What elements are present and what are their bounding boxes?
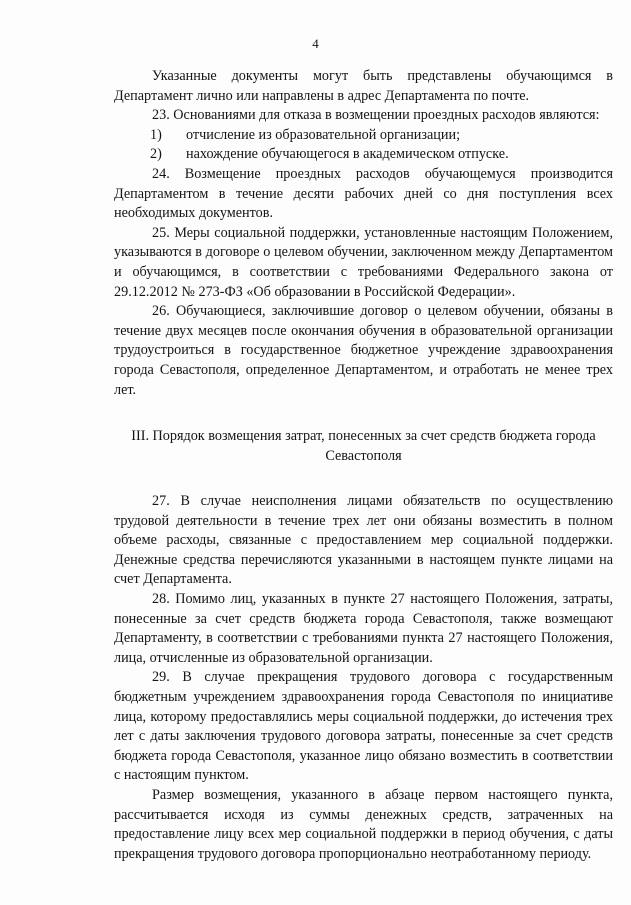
paragraph-23: 23. Основаниями для отказа в возмещении проездных расходов являются:	[152, 107, 600, 124]
list-item	[114, 145, 613, 165]
paragraph-25: 25. Меры социальной поддержки, установленные настоящим Положением, указываются в договоре о целевом обучении, заключенном между Департаментом и обучающимся, в соответствии с требованиями Федерального закона от 29.12.2012 № 273-ФЗ «Об образовании в Российской Федерации».	[114, 224, 613, 300]
document-body	[114, 67, 613, 864]
section-heading: III. Порядок возмещения затрат, понесенных за счет средств бюджета города Севастополя	[131, 428, 596, 465]
page-number: 4	[312, 36, 319, 51]
paragraph-29: 29. В случае прекращения трудового договора с государственным бюджетным учреждением здравоохранения города Севастополя по инициативе лица, которому предоставлялись меры социальной поддержки, до истечения трех лет с даты заключения трудового договора затраты, понесенные за счет средств бюджета города Севастополя, указанное лицо обязано возместить в соответствии с настоящим пунктом.	[114, 669, 613, 784]
list-item-text: нахождение обучающегося в академическом отпуске.	[186, 146, 509, 163]
paragraph-documents-submission: Указанные документы могут быть представлены обучающимся в Департамент лично или направлены в адрес Департамента по почте.	[114, 68, 613, 104]
list-marker: 1)	[150, 126, 162, 143]
paragraph-29-compensation-size: Размер возмещения, указанного в абзаце первом настоящего пункта, рассчитывается исходя из суммы денежных средств, затраченных на предоставление лицу всех мер социальной поддержки в период обучения, с даты прекращения трудового договора пропорционально неотработанному периоду.	[114, 787, 613, 862]
list-marker: 2)	[150, 146, 162, 163]
paragraph-26: 26. Обучающиеся, заключившие договор о целевом обучении, обязаны в течение двух месяцев после окончания обучения в образовательной организации трудоустроиться в государственное бюджетное учреждение здравоохранения города Севастополя, определенное Департаментом, и отработать не менее трех лет.	[114, 303, 613, 398]
list-item-text: отчисление из образовательной организации;	[186, 126, 461, 143]
paragraph-27: 27. В случае неисполнения лицами обязательств по осуществлению трудовой деятельности в течение трех лет они обязаны возместить в полном объеме расходы, связанные с предоставлением мер социальной поддержки. Денежные средства перечисляются указанными в настоящем пункте лицами на счет Департамента.	[114, 493, 613, 588]
paragraph-24: 24. Возмещение проездных расходов обучающемуся производится Департаментом в течение десяти рабочих дней со дня поступления всех необходимых документов.	[114, 165, 613, 222]
paragraph-28: 28. Помимо лиц, указанных в пункте 27 настоящего Положения, затраты, понесенные за счет средств бюджета города Севастополя, также возмещают Департаменту, в соответствии с требованиями пункта 27 настоящего Положения, лица, отчисленные из образовательной организации.	[114, 591, 613, 666]
list-item	[114, 126, 613, 146]
